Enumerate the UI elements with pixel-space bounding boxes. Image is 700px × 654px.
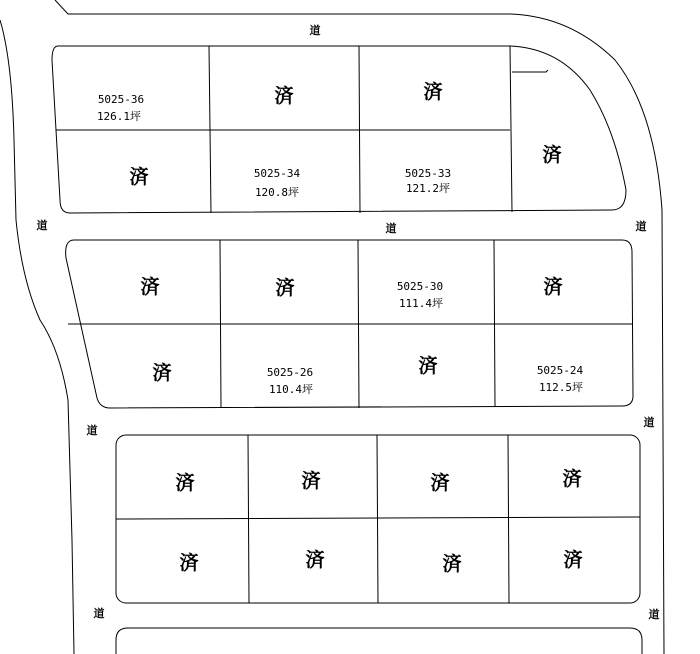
sold-mark: 済 (140, 276, 160, 298)
road-label-left-1: 道 (36, 219, 48, 232)
lot-5025-30[interactable] (397, 280, 443, 310)
block-1-corner-line (512, 70, 548, 72)
lot-5025-36[interactable] (97, 93, 144, 123)
lot-area: 112.5坪 (538, 381, 584, 394)
sold-mark: 済 (301, 470, 321, 492)
block-3-div-3 (508, 435, 509, 603)
sold-mark: 済 (129, 166, 149, 188)
road-label-left-2: 道 (86, 424, 98, 437)
sold-mark: 済 (562, 468, 582, 490)
block-3-midline (116, 517, 640, 519)
block-1-div-3 (510, 46, 512, 212)
sold-mark: 済 (430, 472, 450, 494)
lot-5025-33[interactable] (405, 167, 451, 195)
lot-number: 5025-34 (253, 167, 301, 180)
lot-5025-24[interactable] (537, 364, 584, 394)
sold-mark: 済 (179, 552, 199, 574)
road-label-left-3: 道 (93, 607, 105, 620)
lot-5025-34[interactable] (254, 167, 301, 199)
road-label-right-1: 道 (635, 220, 647, 233)
road-label-right-2: 道 (643, 416, 655, 429)
lot-number: 5025-24 (536, 364, 584, 377)
block-3-div-2 (377, 435, 378, 603)
sold-mark: 済 (542, 144, 562, 166)
lot-number: 5025-33 (404, 167, 452, 180)
block-3 (116, 435, 640, 603)
lot-area: 121.2坪 (405, 182, 451, 195)
road-label-right-3: 道 (648, 608, 660, 621)
road-label-top: 道 (309, 24, 321, 37)
lot-number: 5025-26 (266, 366, 314, 379)
block-2-div-2 (358, 240, 359, 408)
sold-mark: 済 (442, 553, 462, 575)
sold-mark: 済 (175, 472, 195, 494)
sold-mark: 済 (563, 549, 583, 571)
lot-number: 5025-36 (97, 93, 145, 106)
sold-mark: 済 (274, 85, 294, 107)
block-2-div-3 (494, 240, 495, 407)
lot-number: 5025-30 (396, 280, 444, 293)
road-edge-left (0, 20, 74, 654)
lot-area: 111.4坪 (398, 297, 444, 310)
block-1-div-2 (359, 46, 360, 213)
sold-mark: 済 (418, 355, 438, 377)
block-4-outline (116, 628, 642, 654)
lot-5025-26[interactable] (267, 366, 313, 396)
road-label-middle: 道 (385, 222, 397, 235)
lot-area: 126.1坪 (96, 110, 142, 123)
sold-mark: 済 (275, 277, 295, 299)
lot-area: 120.8坪 (254, 186, 300, 199)
sold-mark: 済 (305, 549, 325, 571)
sold-mark: 済 (152, 362, 172, 384)
block-3-div-1 (248, 435, 249, 603)
block-2-div-1 (220, 240, 221, 408)
sold-mark: 済 (423, 81, 443, 103)
sold-mark: 済 (543, 276, 563, 298)
lot-area: 110.4坪 (268, 383, 314, 396)
